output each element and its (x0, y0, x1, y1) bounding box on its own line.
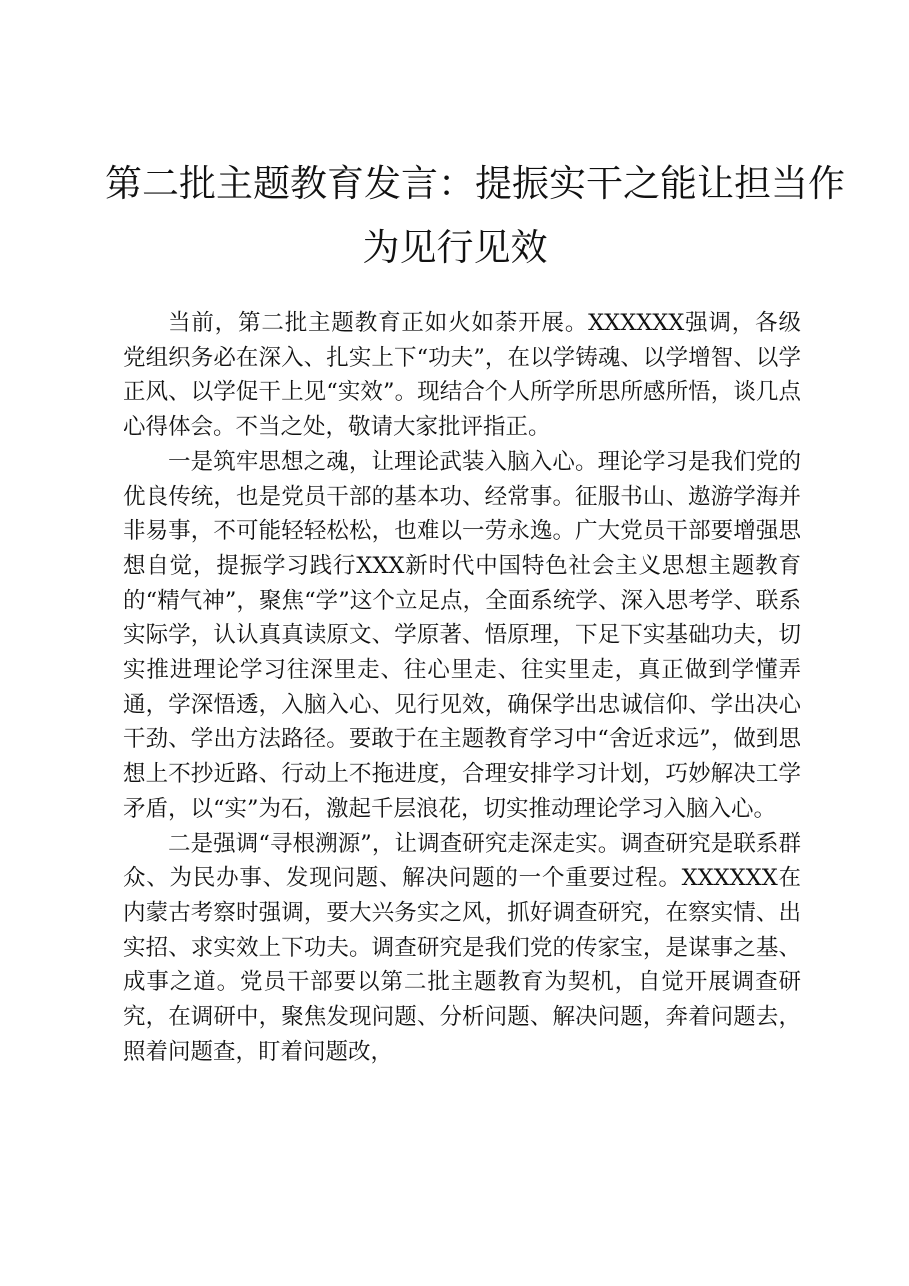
paragraph-point-two: 二是强调“寻根溯源”，让调查研究走深走实。调查研究是联系群众、为民办事、发现问题、解决问题的一个重要过程。XXXXXX在内蒙古考察时强调，要大兴务实之风，抓好调查研究，在察实情、出实招、求实效上下功夫。调查研究是我们党的传家宝，是谋事之基、成事之道。党员干部要以第二批主题教育为契机，自觉开展调查研究，在调研中，聚焦发现问题、分析问题、解决问题，奔着问题去，照着问题查，盯着问题改， (123, 830, 801, 1065)
paragraph-point-one: 一是筑牢思想之魂，让理论武装入脑入心。理论学习是我们党的优良传统，也是党员干部的基本功、经常事。征服书山、遨游学海并非易事，不可能轻轻松松，也难以一劳永逸。广大党员干部要增强思想自觉，提振学习践行XXX新时代中国特色社会主义思想主题教育的“精气神”，聚焦“学”这个立足点，全面系统学、深入思考学、联系实际学，认认真真读原文、学原著、悟原理，下足下实基础功夫，切实推进理论学习往深里走、往心里走、往实里走，真正做到学懂弄通，学深悟透，入脑入心、见行见效，确保学出忠诚信仰、学出决心干劲、学出方法路径。要敢于在主题教育学习中“舍近求远”，做到思想上不抄近路、行动上不拖进度，合理安排学习计划，巧妙解决工学矛盾，以“实”为石，激起千层浪花，切实推动理论学习入脑入心。 (123, 448, 801, 822)
title-line-2: 为见行见效 (362, 226, 548, 269)
document-title (105, 152, 845, 280)
title-line-1: 第二批主题教育发言：提振实干之能让担当作 (105, 162, 845, 205)
document-body (123, 306, 801, 1069)
paragraph-intro: 当前，第二批主题教育正如火如荼开展。XXXXXX强调，各级党组织务必在深入、扎实上下“功夫”，在以学铸魂、以学增智、以学正风、以学促干上见“实效”。现结合个人所学所思所感所悟，谈几点心得体会。不当之处，敬请大家批评指正。 (123, 310, 801, 441)
